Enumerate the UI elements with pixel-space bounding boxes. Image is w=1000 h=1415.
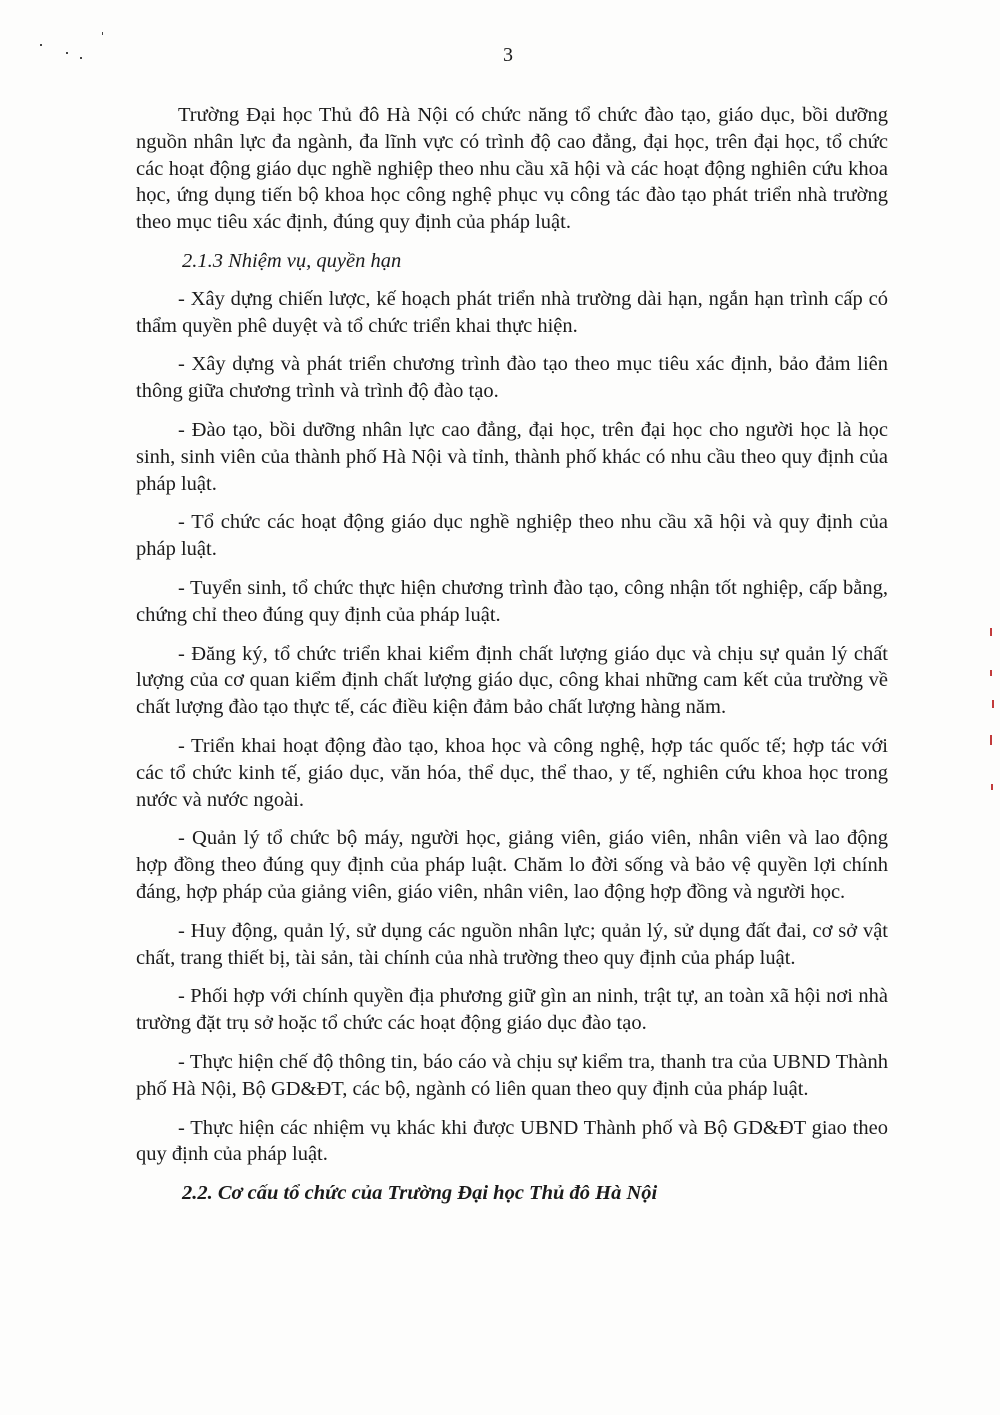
section-heading-2-1-3: 2.1.3 Nhiệm vụ, quyền hạn — [182, 249, 402, 272]
duty-item: - Quản lý tổ chức bộ máy, người học, giảng viên, giáo viên, nhân viên và lao động hợp đồng theo đúng quy định của pháp luật. Chăm lo đời sống và bảo vệ quyền lợi chính đáng, hợp pháp của giảng viên, giáo viên, nhân viên, lao động hợp đồng và người học. — [136, 827, 888, 903]
duty-item: - Thực hiện chế độ thông tin, báo cáo và chịu sự kiểm tra, thanh tra của UBND Thành phố Hà Nội, Bộ GD&ĐT, các bộ, ngành có liên quan theo quy định của pháp luật. — [136, 1050, 888, 1100]
duty-item: - Đào tạo, bồi dưỡng nhân lực cao đẳng, đại học, trên đại học cho người học là học sinh, sinh viên của thành phố Hà Nội và tỉnh, thành phố khác có nhu cầu theo quy định của pháp luật. — [136, 418, 888, 495]
duty-item: - Triển khai hoạt động đào tạo, khoa học và công nghệ, hợp tác quốc tế; hợp tác với các tổ chức kinh tế, giáo dục, văn hóa, thể dục, thể thao, y tế, nghiên cứu khoa học trong nước và nước ngoài. — [136, 734, 888, 811]
duty-item: - Xây dựng chiến lược, kế hoạch phát triển nhà trường dài hạn, ngắn hạn trình cấp có thẩm quyền phê duyệt và tổ chức triển khai thực hiện. — [136, 287, 888, 337]
edge-mark — [990, 670, 992, 676]
duty-item: - Thực hiện các nhiệm vụ khác khi được UBND Thành phố và Bộ GD&ĐT giao theo quy định của pháp luật. — [136, 1116, 888, 1166]
page-number: 3 — [503, 44, 513, 66]
edge-mark — [991, 784, 993, 790]
scan-speck — [102, 32, 103, 35]
edge-mark — [992, 700, 994, 708]
duty-item: - Xây dựng và phát triển chương trình đào tạo theo mục tiêu xác định, bảo đảm liên thông giữa chương trình và trình độ đào tạo. — [136, 353, 888, 403]
section-heading-2-2: 2.2. Cơ cấu tổ chức của Trường Đại học Thủ đô Hà Nội — [182, 1182, 658, 1205]
edge-mark — [990, 735, 992, 745]
duty-item: - Tổ chức các hoạt động giáo dục nghề nghiệp theo nhu cầu xã hội và quy định của pháp luật. — [136, 511, 888, 561]
duty-item: - Tuyển sinh, tổ chức thực hiện chương trình đào tạo, công nhận tốt nghiệp, cấp bằng, chứng chỉ theo đúng quy định của pháp luật. — [136, 576, 888, 626]
document-body — [136, 102, 888, 1207]
duty-item: - Đăng ký, tổ chức triển khai kiểm định chất lượng giáo dục và chịu sự quản lý chất lượng của cơ quan kiểm định chất lượng giáo dục, công khai những cam kết của trường về chất lượng đào tạo thực tế, các điều kiện đảm bảo chất lượng hàng năm. — [136, 642, 888, 719]
duty-item: - Huy động, quản lý, sử dụng các nguồn nhân lực; quản lý, sử dụng đất đai, cơ sở vật chất, trang thiết bị, tài sản, tài chính của nhà trường theo quy định của pháp luật. — [136, 919, 888, 969]
edge-mark — [990, 628, 992, 636]
intro-paragraph: Trường Đại học Thủ đô Hà Nội có chức năng tổ chức đào tạo, giáo dục, bồi dưỡng nguồn nhân lực đa ngành, đa lĩnh vực có trình độ cao đẳng, đại học, trên đại học, tổ chức các hoạt động giáo dục nghề nghiệp theo nhu cầu xã hội và các hoạt động nghiên cứu khoa học, ứng dụng tiến bộ khoa học công nghệ phục vụ công tác đào tạo phát triển nhà trường theo mục tiêu xác định, đúng quy định của pháp luật. — [136, 104, 888, 234]
duty-item: - Phối hợp với chính quyền địa phương giữ gìn an ninh, trật tự, an toàn xã hội nơi nhà trường đặt trụ sở hoặc tổ chức các hoạt động giáo dục đào tạo. — [136, 985, 888, 1035]
